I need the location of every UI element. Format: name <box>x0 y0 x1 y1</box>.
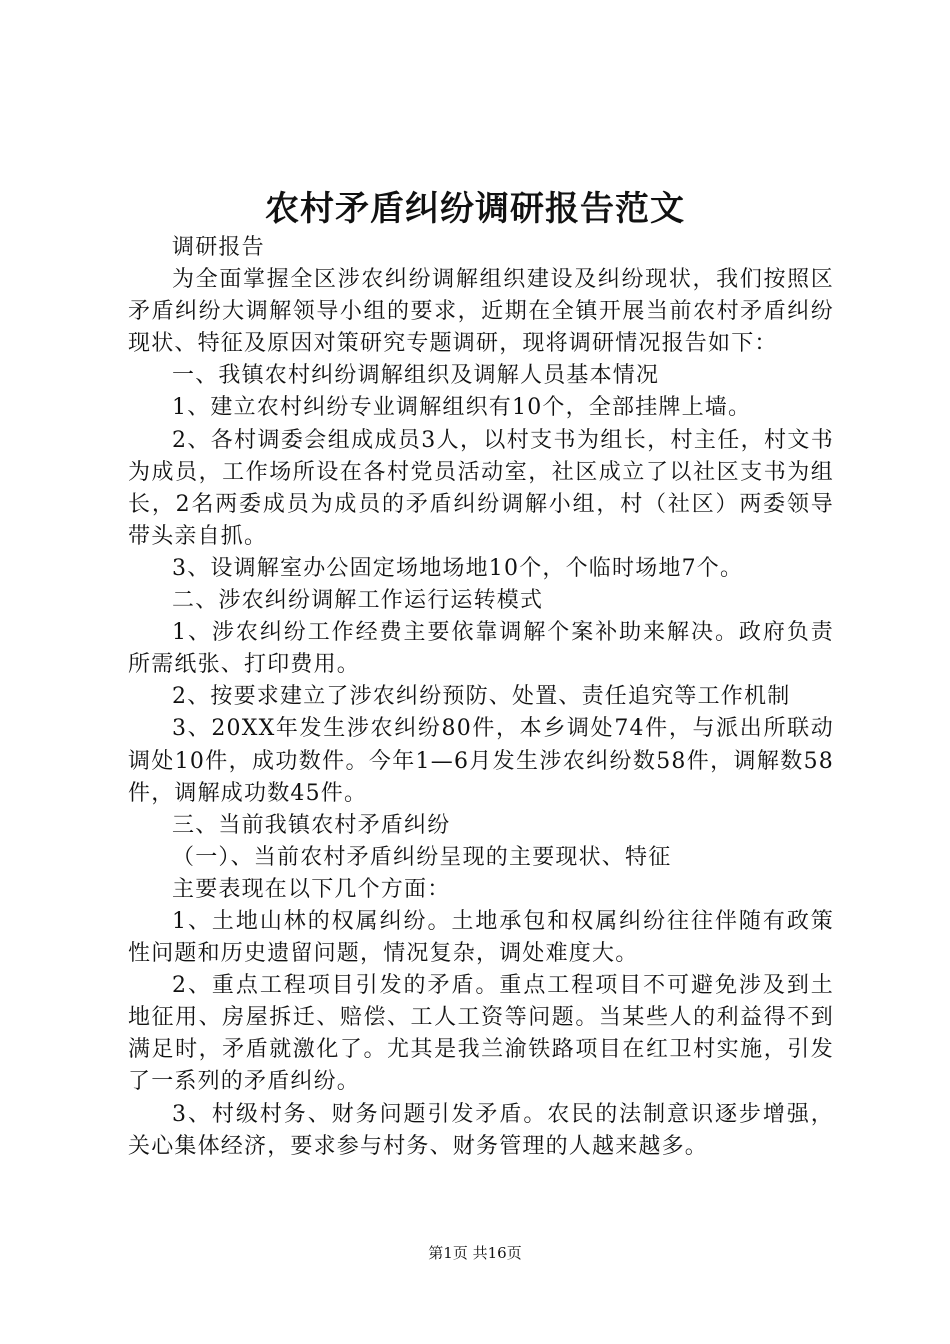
section-heading: 三、当前我镇农村矛盾纠纷 <box>172 812 451 838</box>
paragraph: 2、按要求建立了涉农纠纷预防、处置、责任追究等工作机制 <box>172 684 791 710</box>
document-body <box>128 232 834 1163</box>
subsection-heading: （一）、当前农村矛盾纠纷呈现的主要现状、特征 <box>172 844 672 870</box>
section-heading: 一、我镇农村纠纷调解组织及调解人员基本情况 <box>172 363 660 389</box>
paragraph: 1、土地山林的权属纠纷。土地承包和权属纠纷往往伴随有政策性问题和历史遗留问题，情况复杂，调处难度大。 <box>128 908 834 967</box>
paragraph: 1、涉农纠纷工作经费主要依靠调解个案补助来解决。政府负责所需纸张、打印费用。 <box>128 620 834 678</box>
paragraph: 3、20XX年发生涉农纠纷80件，本乡调处74件，与派出所联动调处10件，成功数件。今年1—6月发生涉农纠纷数58件，调解数58件，调解成功数45件。 <box>128 716 834 806</box>
document-title: 农村矛盾纠纷调研报告范文 <box>265 189 685 229</box>
paragraph: 3、村级村务、财务问题引发矛盾。农民的法制意识逐步增强，关心集体经济，要求参与村务、财务管理的人越来越多。 <box>128 1101 834 1159</box>
paragraph: 调研报告 <box>172 235 265 260</box>
paragraph: 为全面掌握全区涉农纠纷调解组织建设及纠纷现状，我们按照区矛盾纠纷大调解领导小组的要求，近期在全镇开展当前农村矛盾纠纷现状、特征及原因对策研究专题调研，现将调研情况报告如下： <box>128 267 834 357</box>
paragraph: 3、设调解室办公固定场地场地10个，个临时场地7个。 <box>172 555 744 581</box>
paragraph: 1、建立农村纠纷专业调解组织有10个，全部挂牌上墙。 <box>172 395 752 421</box>
paragraph: 2、重点工程项目引发的矛盾。重点工程项目不可避免涉及到土地征用、房屋拆迁、赔偿、工人工资等问题。当某些人的利益得不到满足时，矛盾就激化了。尤其是我兰渝铁路项目在红卫村实施，引发了一系列的矛盾纠纷。 <box>128 973 834 1095</box>
paragraph: 2、各村调委会组成成员3人，以村支书为组长，村主任，村文书为成员，工作场所设在各村党员活动室，社区成立了以社区支书为组长，2名两委成员为成员的矛盾纠纷调解小组，村（社区）两委领导带头亲自抓。 <box>128 427 834 549</box>
page-footer: 第1页 共16页 <box>428 1244 522 1262</box>
section-heading: 二、涉农纠纷调解工作运行运转模式 <box>172 588 544 614</box>
paragraph: 主要表现在以下几个方面： <box>172 876 451 902</box>
